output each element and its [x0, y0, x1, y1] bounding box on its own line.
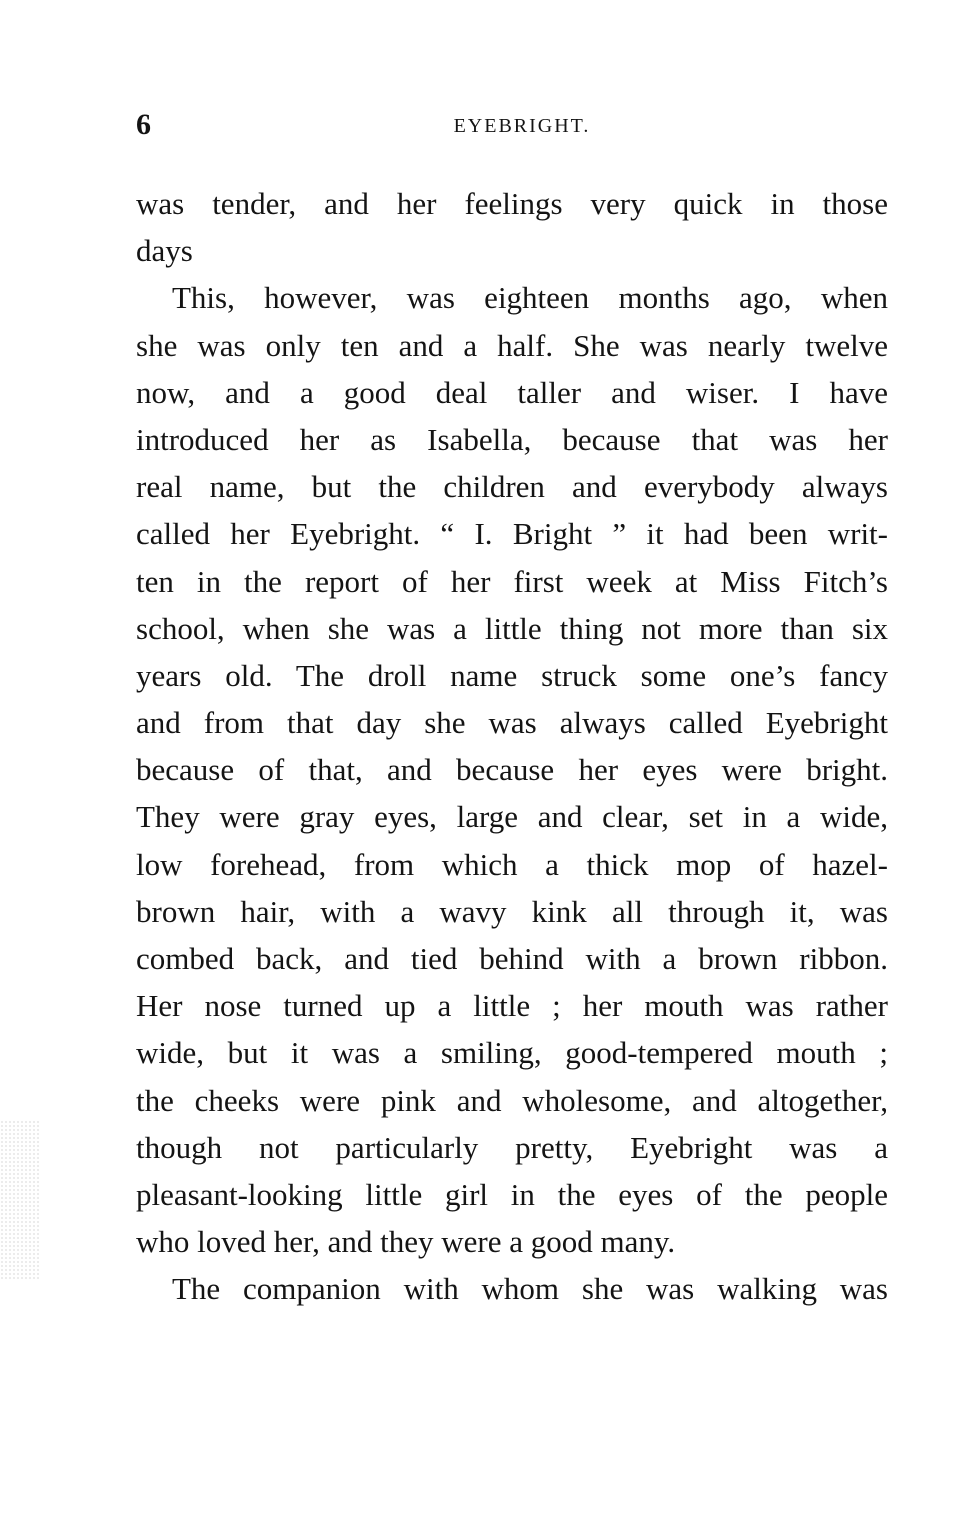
- text-line: called her Eyebright. “ I. Bright ” it had been writ-: [136, 516, 888, 552]
- text-line: introduced her as Isabella, because that was her: [136, 421, 888, 457]
- text-line: she was only ten and a half. She was nearly twelve: [136, 327, 888, 363]
- text-line: real name, but the children and everybody always: [136, 469, 888, 505]
- page-edge-speckle: [0, 1120, 40, 1280]
- text-line: They were gray eyes, large and clear, set in a wide,: [136, 799, 888, 835]
- text-line: now, and a good deal taller and wiser. I have: [136, 374, 888, 410]
- text-line: The companion with whom she was walking was: [172, 1271, 888, 1307]
- text-line: low forehead, from which a thick mop of hazel-: [136, 846, 888, 882]
- text-line: and from that day she was always called Eyebright: [136, 705, 888, 741]
- text-line: brown hair, with a wavy kink all through it, was: [136, 893, 888, 929]
- text-line: pleasant-looking little girl in the eyes of the people: [136, 1176, 888, 1212]
- text-line: school, when she was a little thing not more than six: [136, 610, 888, 646]
- text-line: Her nose turned up a little ; her mouth was rather: [136, 988, 888, 1024]
- running-title: EYEBRIGHT.: [453, 115, 591, 137]
- text-line: though not particularly pretty, Eyebright was a: [136, 1129, 888, 1165]
- text-line: years old. The droll name struck some one’s fancy: [136, 657, 888, 693]
- text-line: because of that, and because her eyes were bright.: [136, 752, 888, 788]
- text-line: wide, but it was a smiling, good-tempered mouth ;: [136, 1035, 888, 1071]
- text-line: days: [136, 233, 193, 269]
- text-line: ten in the report of her first week at Miss Fitch’s: [136, 563, 888, 599]
- text-line: combed back, and tied behind with a brown ribbon.: [136, 941, 888, 976]
- text-line: who loved her, and they were a good many.: [136, 1224, 676, 1260]
- page-number: 6: [136, 108, 151, 141]
- body-text: [136, 180, 888, 1313]
- text-line: This, however, was eighteen months ago, when: [172, 280, 888, 316]
- text-line: was tender, and her feelings very quick in those: [136, 186, 888, 221]
- page-header: [136, 107, 888, 143]
- text-line: the cheeks were pink and wholesome, and altogether,: [136, 1082, 888, 1118]
